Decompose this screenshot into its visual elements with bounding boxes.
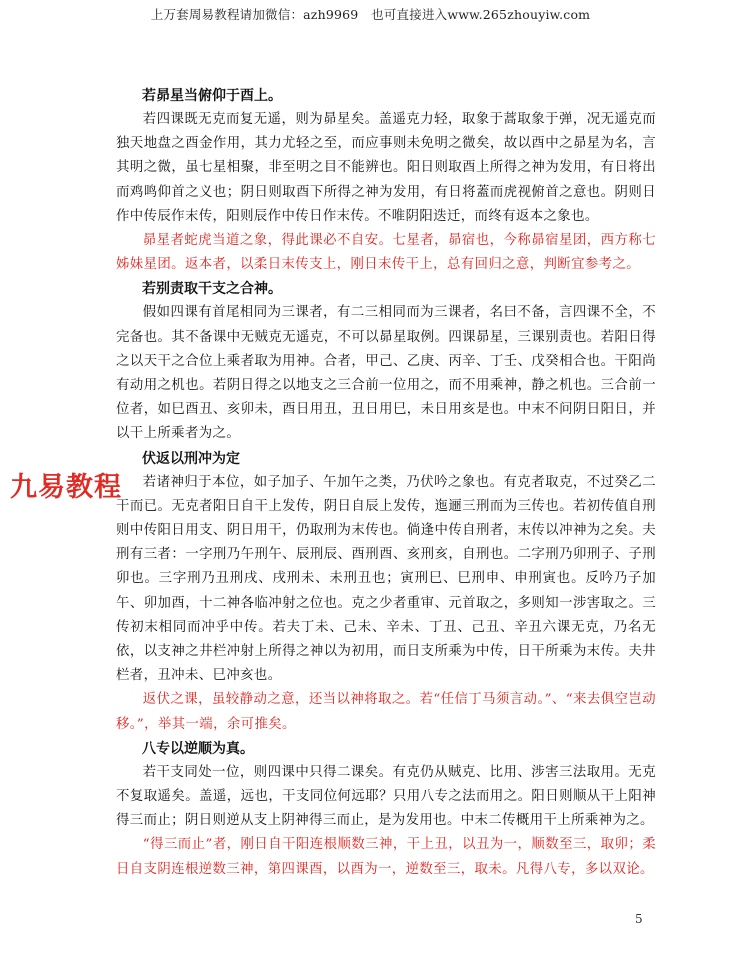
section-fufan — [116, 447, 656, 737]
body-paragraph: 若干支同处一位，则四课中只得二课矣。有克仍从贼克、比用、涉害三法取用。无克不复取遥矣。盖遥，远也，干支同位何远耶？只用八专之法而用之。阳日则顺从干上阳神得三而止；阴日则逆从支上阴神得三而止，是为发用也。中末二传概用干上所乘神为之。 — [116, 764, 656, 829]
section-heading: 若昴星当俯仰于酉上。 — [142, 88, 282, 104]
body-paragraph: 若四课既无克而复无遥，则为昴星矣。盖遥克力轻，取象于蒿取象于弹，况无遥克而独天地盘之酉金作用，其力尤轻之至，而应事则未免明之微矣，故以酉中之昴星为名，言其明之微，虽七星相聚，非至明之目不能辨也。阳日则取酉上所得之神为发用，有日将出而鸡鸣仰首之义也；阴日则取酉下所得之神为发用，有日将蓋而虎视俯首之意也。阴则日作中传辰作末传，阳则辰作中传日作末传。不唯阴阳迭迁，而终有返本之象也。 — [116, 112, 656, 224]
section-heading: 若别责取干支之合神。 — [142, 281, 282, 298]
section-bazhuan — [116, 737, 656, 882]
section-angxing — [116, 84, 656, 277]
annotation-paragraph: “得三而止”者，刚日自干阳连根顺数三神，干上丑，以丑为一，顺数至三，取卯；柔日自支阴连根逆数三神，第四课酉，以酉为一，逆数至三，取未。凡得八专，多以双论。 — [116, 837, 656, 877]
section-biezhe — [116, 277, 656, 446]
body-paragraph: 假如四课有首尾相同为三课者，有二三相同而为三课者，名曰不备，言四课不全，不完备也。其不备课中无贼克无遥克，不可以昴星取例。四课昴星，三课别责也。若阳日得之以天干之合位上乘者取为用神。合者，甲己、乙庚、丙辛、丁壬、戊癸相合也。干阳尚有动用之机也。若阴日得之以地支之三合前一位用之，而不用乘神，静之机也。三合前一位者，如巳酉丑、亥卯未，酉日用丑，丑日用巳，未日用亥是也。中末不问阴日阳日，并以干上所乘者为之。 — [116, 305, 656, 442]
page-number: 5 — [635, 912, 643, 926]
annotation-paragraph: 昴星者蛇虎当道之象，得此课必不自安。七星者，昴宿也，今称昴宿星团，西方称七姊妹星团。返本者，以柔日末传支上，刚日末传干上，总有回归之意，判断宜参考之。 — [116, 233, 656, 273]
watermark-logo: 九易教程 — [10, 472, 122, 503]
annotation-paragraph: 返伏之课，虽较静动之意，还当以神将取之。若“任信丁马须言动。”、“来去俱空岂动移。”，举其一端，余可推矣。 — [116, 692, 656, 732]
document-body — [116, 84, 656, 882]
section-heading: 伏返以刑冲为定 — [142, 450, 240, 467]
section-heading: 八专以逆顺为真。 — [142, 740, 254, 757]
body-paragraph: 若诸神归于本位，如子加子、午加午之类，乃伏吟之象也。有克者取克，不过癸乙二干而已。无克者阳日自干上发传，阴日自辰上发传，迤逦三刑而为三传也。若初传值自刑则中传阳日用支、阴日用干，仍取刑为末传也。倘逢中传自刑者，末传以冲神为之矣。夫刑有三者：一字刑乃午刑午、辰刑辰、酉刑酉、亥刑亥，自刑也。二字刑乃卯刑子、子刑卯也。三字刑乃丑刑戌、戌刑未、未刑丑也；寅刑巳、巳刑申、申刑寅也。反吟乃子加午、卯加酉，十二神各临冲射之位也。克之少者重审、元首取之，多则知一涉害取之。三传初末相同而冲乎中传。若夫丁未、己未、辛未、丁丑、己丑、辛丑六课无克，乃名无依，以支神之井栏冲射上所得之神以为初用，而日支所乘为中传，日干所乘为末传。夫井栏者，丑冲未、巳冲亥也。 — [116, 474, 656, 684]
page-header: 上万套周易教程请加微信：azh9969 也可直接进入www.265zhouyiw.com — [150, 7, 591, 22]
